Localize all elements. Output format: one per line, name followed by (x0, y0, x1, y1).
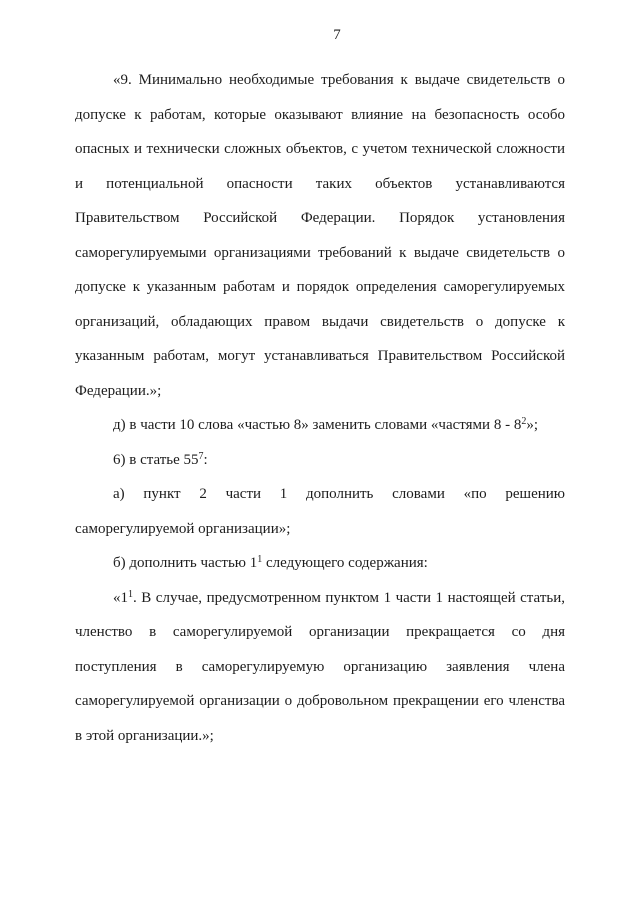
superscript: 1 (128, 588, 133, 600)
text-line: «$1^1$. В случае, предусмотренном пунктом 1 части 1 настоящей статьи, (113, 588, 565, 606)
text-line: саморегулируемой организации»; (75, 520, 291, 537)
text-line: опасных и технически сложных объектов, с учетом технической сложности (75, 141, 565, 157)
paragraph (75, 546, 565, 581)
text-line: допуске к работам, которые оказывают влияние на безопасность особо (75, 106, 565, 123)
text-line: указанным работам, могут устанавливаться Правительством Российской (75, 348, 565, 364)
text-line: организаций, обладающих правом выдачи свидетельств о допуске к (75, 313, 565, 330)
paragraph (75, 581, 565, 754)
superscript: 1 (257, 554, 263, 565)
paragraph (75, 443, 565, 478)
text-line: Правительством Российской Федерации. Порядок установления (75, 210, 565, 226)
text-line: а) пункт 2 части 1 дополнить словами «по решению (113, 486, 565, 502)
paragraph (75, 477, 565, 546)
superscript: 2 (521, 416, 527, 427)
paragraph (75, 63, 565, 408)
text-line: допуске к указанным работам и порядок определения саморегулируемых (75, 279, 565, 295)
superscript: 7 (198, 450, 204, 462)
text-line: Федерации.»; (75, 382, 162, 399)
text-line: д) в части 10 слова «частью 8» заменить словами «частями $8 - 8^2$»; (113, 416, 538, 433)
text-line: «9. Минимально необходимые требования к выдаче свидетельств о (113, 72, 565, 88)
text-line: саморегулируемой организации о добровольном прекращении его членства (75, 693, 565, 709)
text-line: в этой организации.»; (75, 727, 214, 744)
text-line: 6) в статье $55^7$: (113, 450, 208, 468)
text-line: и потенциальной опасности таких объектов устанавливаются (75, 175, 565, 192)
page-number: 7 (333, 27, 341, 43)
text-line: б) дополнить частью $1^1$ следующего содержания: (113, 554, 428, 571)
paragraph (75, 408, 565, 443)
text-line: членство в саморегулируемой организации прекращается со дня (75, 624, 565, 640)
text-line: саморегулируемыми организациями требований к выдаче свидетельств о (75, 244, 565, 261)
document-body (75, 63, 565, 753)
text-line: поступления в саморегулируемую организацию заявления члена (75, 658, 565, 675)
